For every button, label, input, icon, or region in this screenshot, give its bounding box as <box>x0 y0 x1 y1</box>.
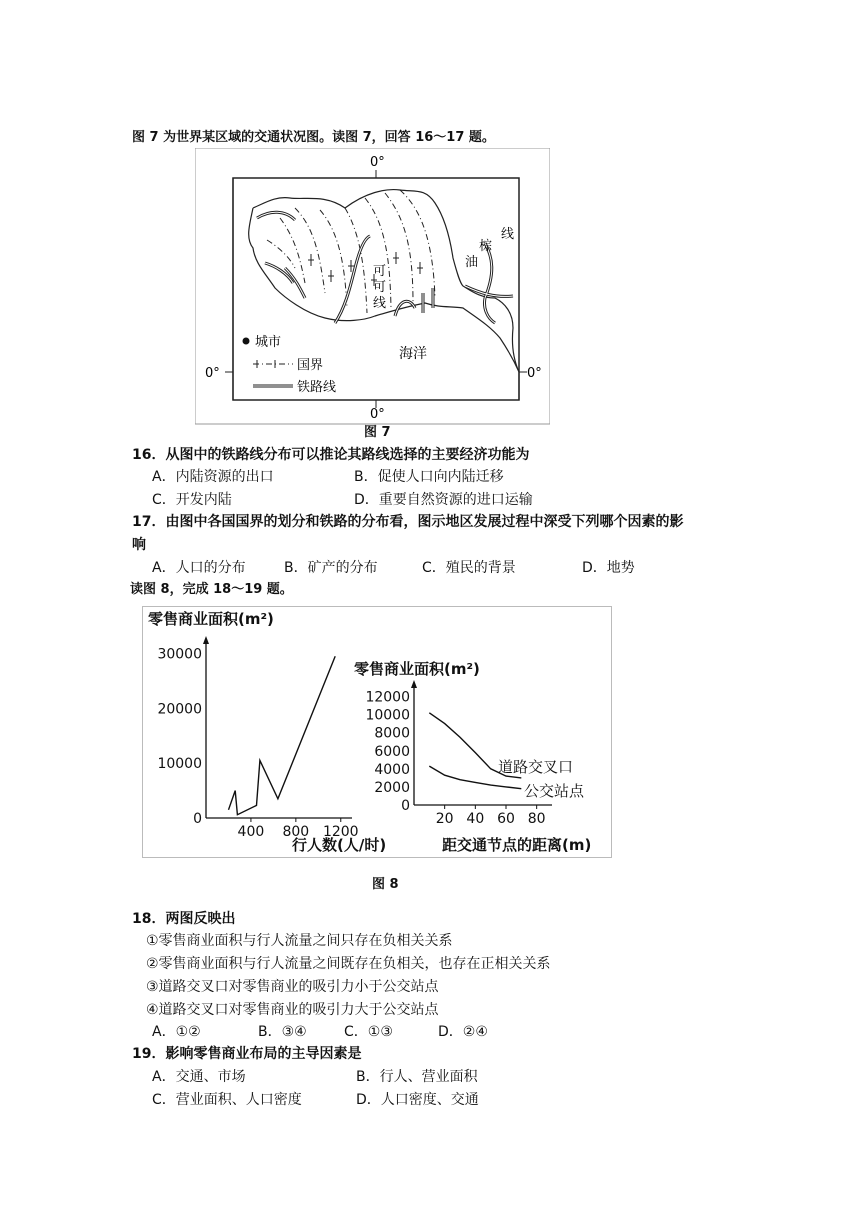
y-tick-label: 6000 <box>374 743 410 760</box>
q16-option-c: C．开发内陆 <box>152 492 232 508</box>
q17-option-d: D．地势 <box>582 560 635 576</box>
legend-border-label: 国界 <box>297 358 324 373</box>
q18-option-a: A．①② <box>152 1024 201 1040</box>
q18-statement-4: ④道路交叉口对零售商业的吸引力大于公交站点 <box>146 1002 439 1018</box>
legend-city-icon <box>243 338 250 345</box>
map-rail-label-kekexian-1: 可 <box>373 264 387 279</box>
map-rail-label-zongyouxian-2: 油 <box>465 255 479 270</box>
q16-option-b: B．促使人口向内陆迁移 <box>354 469 504 485</box>
y-tick-label: 8000 <box>374 725 410 742</box>
y-tick-label: 10000 <box>365 707 410 724</box>
y-axis-label: 零售商业面积(m²) <box>148 610 274 628</box>
map-label-left: 0° <box>205 366 220 381</box>
legend-rail-label: 铁路线 <box>297 380 337 395</box>
figure-8-caption: 图 8 <box>372 877 399 892</box>
x-tick-label: 20 <box>435 811 454 827</box>
q18-statement-2: ②零售商业面积与行人流量之间既存在负相关，也存在正相关关系 <box>146 956 551 972</box>
q17-option-a: A．人口的分布 <box>152 560 246 576</box>
intro-figure-8: 读图 8，完成 18～19 题。 <box>130 582 293 597</box>
q19-option-d: D．人口密度、交通 <box>356 1092 479 1108</box>
x-axis-label: 行人数(人/时) <box>292 836 387 854</box>
series-label-1: 道路交叉口 <box>498 758 574 776</box>
legend-city-label: 城市 <box>255 335 282 350</box>
x-tick-label: 60 <box>497 811 515 827</box>
q18-option-c: C．①③ <box>344 1024 393 1040</box>
q19-stem: 19．影响零售商业布局的主导因素是 <box>132 1046 362 1062</box>
series-label-2: 公交站点 <box>524 782 585 800</box>
map-label-bottom: 0° <box>370 407 385 422</box>
q17-stem-line1: 17．由图中各国国界的划分和铁路的分布看，图示地区发展过程中深受下列哪个因素的影 <box>132 514 684 530</box>
x-tick-label: 40 <box>466 811 485 827</box>
q18-statement-3: ③道路交叉口对零售商业的吸引力小于公交站点 <box>146 979 439 995</box>
y-axis-arrow <box>203 636 209 644</box>
y-tick-label: 0 <box>193 811 202 827</box>
y-axis-label: 零售商业面积(m²) <box>354 660 480 678</box>
y-tick-label: 0 <box>401 798 410 814</box>
map-rail-label-zongyouxian-3: 线 <box>501 227 515 242</box>
x-tick-label: 800 <box>282 824 310 840</box>
map-sea-label: 海洋 <box>399 346 427 362</box>
y-tick-label: 20000 <box>157 701 202 718</box>
q17-option-b: B．矿产的分布 <box>284 560 378 576</box>
map-label-top: 0° <box>370 155 385 170</box>
q18-option-d: D．②④ <box>438 1024 488 1040</box>
map-rail-label-kekexian-3: 线 <box>373 296 387 311</box>
figure-7-caption: 图 7 <box>364 425 391 440</box>
q17-stem-line2: 响 <box>132 537 146 553</box>
q16-option-a: A．内陆资源的出口 <box>152 469 274 485</box>
y-axis-arrow <box>411 680 417 688</box>
q18-statement-1: ①零售商业面积与行人流量之间只存在负相关关系 <box>146 933 453 949</box>
y-tick-label: 30000 <box>157 646 202 663</box>
x-tick-label: 1200 <box>322 824 359 840</box>
map-label-right: 0° <box>527 366 542 381</box>
legend-border-icon <box>253 360 293 368</box>
map-figure-7 <box>195 148 550 428</box>
q16-option-d: D．重要自然资源的进口运输 <box>354 492 533 508</box>
map-rail-label-kekexian-2: 可 <box>373 280 387 295</box>
x-axis-label: 距交通节点的距离(m) <box>442 836 592 854</box>
q19-option-a: A．交通、市场 <box>152 1069 246 1085</box>
y-tick-label: 12000 <box>365 689 410 706</box>
x-tick-label: 80 <box>527 811 546 827</box>
figure-8-charts <box>142 606 612 858</box>
y-tick-label: 2000 <box>374 779 410 796</box>
q16-stem: 16．从图中的铁路线分布可以推论其路线选择的主要经济功能为 <box>132 447 530 463</box>
q19-option-b: B．行人、营业面积 <box>356 1069 478 1085</box>
q17-option-c: C．殖民的背景 <box>422 560 516 576</box>
intro-figure-7: 图 7 为世界某区域的交通状况图。读图 7，回答 16～17 题。 <box>132 130 495 145</box>
q18-option-b: B．③④ <box>258 1024 307 1040</box>
q18-stem: 18．两图反映出 <box>132 911 236 927</box>
y-tick-label: 4000 <box>374 761 410 778</box>
q19-option-c: C．营业面积、人口密度 <box>152 1092 302 1108</box>
map-rail-label-zongyouxian-1: 棕 <box>479 239 493 254</box>
y-tick-label: 10000 <box>157 756 202 773</box>
series-line-1 <box>229 656 336 815</box>
x-tick-label: 400 <box>237 824 265 840</box>
